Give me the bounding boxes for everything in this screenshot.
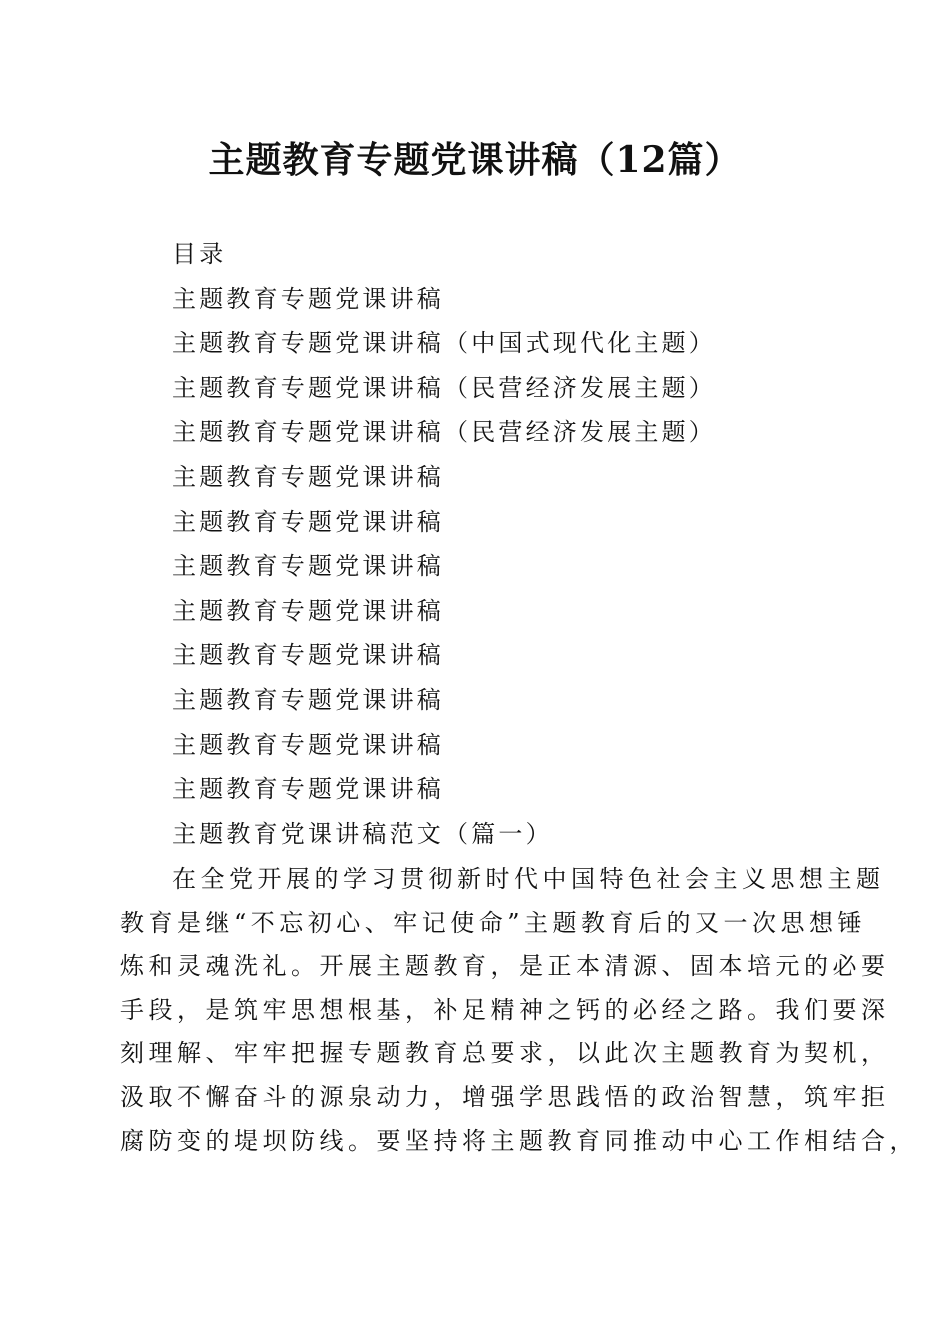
paragraph-line: 在全党开展的学习贯彻新时代中国特色社会主义思想主题	[172, 865, 885, 893]
toc-item: 主题教育专题党课讲稿（中国式现代化主题）	[172, 329, 716, 358]
toc-list	[172, 277, 716, 857]
toc-item: 主题教育专题党课讲稿（民营经济发展主题）	[172, 373, 716, 402]
toc-item: 主题教育专题党课讲稿	[172, 552, 444, 581]
paragraph-line: 腐防变的堤坝防线。要坚持将主题教育同推动中心工作相结合，	[120, 1126, 918, 1155]
toc-item: 主题教育专题党课讲稿	[172, 730, 444, 759]
toc-item: 主题教育专题党课讲稿	[172, 507, 444, 536]
toc-item: 主题教育专题党课讲稿	[172, 685, 444, 714]
document-title: 主题教育专题党课讲稿（12篇）	[208, 139, 742, 181]
paragraph-line: 汲取不懈奋斗的源泉动力，增强学思践悟的政治智慧，筑牢拒	[120, 1082, 890, 1111]
toc-item: 主题教育专题党课讲稿	[172, 596, 444, 625]
paragraph-line: 教育是继“不忘初心、牢记使命”主题教育后的又一次思想锤	[120, 908, 867, 937]
paragraph-line: 刻理解、牢牢把握专题教育总要求，以此次主题教育为契机，	[120, 1039, 890, 1068]
toc-item: 主题教育党课讲稿范文（篇一）	[172, 819, 553, 848]
body-paragraph	[120, 858, 918, 1163]
toc-item: 主题教育专题党课讲稿	[172, 462, 444, 491]
paragraph-line: 炼和灵魂洗礼。开展主题教育，是正本清源、固本培元的必要	[120, 952, 890, 981]
toc-item: 主题教育专题党课讲稿	[172, 775, 444, 804]
toc-heading: 目录	[172, 240, 227, 268]
toc-item: 主题教育专题党课讲稿（民营经济发展主题）	[172, 418, 716, 447]
toc-item: 主题教育专题党课讲稿	[172, 641, 444, 670]
table-of-contents	[172, 232, 716, 856]
toc-item: 主题教育专题党课讲稿	[172, 284, 444, 313]
paragraph-line: 手段，是筑牢思想根基，补足精神之钙的必经之路。我们要深	[120, 995, 890, 1024]
